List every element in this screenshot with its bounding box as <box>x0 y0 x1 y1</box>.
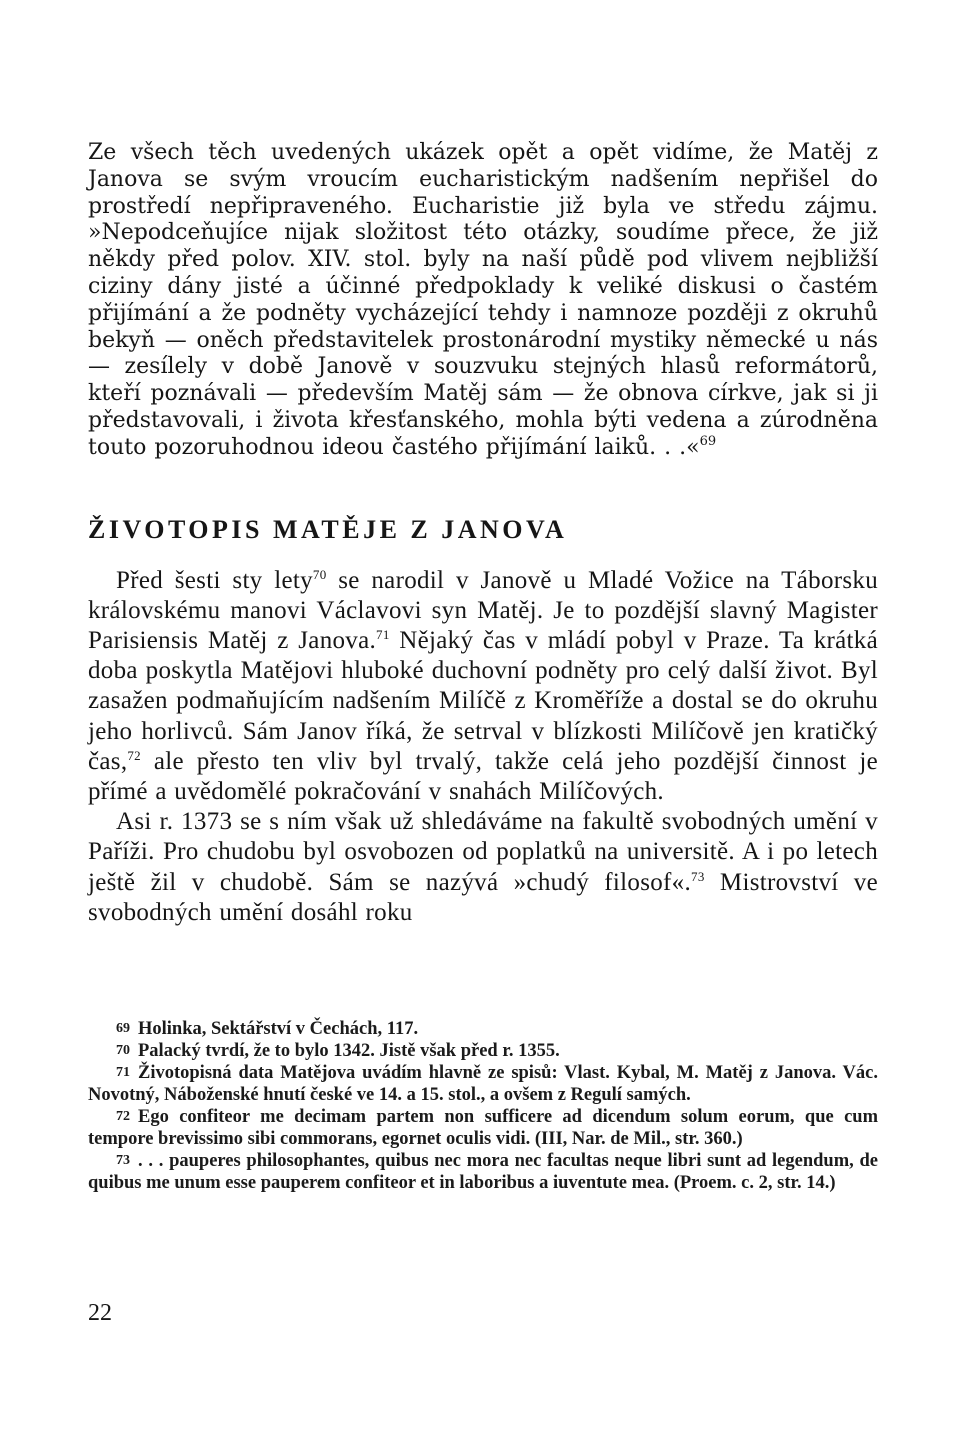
footnote-ref-72: 72 <box>127 747 141 763</box>
footnote-70 <box>88 1040 878 1062</box>
footnote-text: . . . pauperes philosophantes, quibus nec mora nec facultas neque libri sunt ad legendum, de quibus me unum esse pauperem confiteor et in laboribus a iuventute mea. (Proem. c. 2, str. 14.) <box>88 1151 878 1193</box>
footnote-72 <box>88 1106 878 1150</box>
footnote-ref-71: 71 <box>376 626 390 642</box>
footnote-text: Palacký tvrdí, že to bylo 1342. Jistě však před r. 1355. <box>138 1041 560 1061</box>
chapter-paragraph-1-part4: ale přesto ten vliv byl trvalý, takže celá jeho pozdější činnost je přímé a uvědomělé pokračování v snahách Milíčových. <box>88 747 878 805</box>
footnote-73 <box>88 1150 878 1194</box>
chapter-paragraph-1-part1: Před šesti sty lety <box>116 566 313 594</box>
footnote-ref-73: 73 <box>691 868 705 884</box>
chapter-heading: ŽIVOTOPIS MATĚJE Z JANOVA <box>88 514 568 544</box>
footnote-71 <box>88 1062 878 1106</box>
chapter-paragraph-2-part2: Mistrovství ve svobodných umění dosáhl roku <box>88 868 878 926</box>
chapter-paragraph-1-part3: Nějaký čas v mládí pobyl v Praze. Ta krátká doba poskytla Matějovi hluboké duchovní podněty pro celý další život. Byl zasažen podmaňujícím nadšením Milíčě z Kroměříže a dostal se do okruhu jeho horlivců. Sám Janov říká, že setrval v blízkosti Milíčově jen kratičký čas, <box>88 626 878 775</box>
footnote-number: 71 <box>116 1065 130 1080</box>
footnote-text: Životopisná data Matějova uvádím hlavně ze spisů: Vlast. Kybal, M. Matěj z Janova. Vác. Novotný, Náboženské hnutí české ve 14. a 15. stol., a ovšem z Regulí samých. <box>88 1063 878 1105</box>
intro-paragraph-text: Ze všech těch uvedených ukázek opět a opět vidíme, že Matěj z Janova se svým vroucím eucharistickým nadšením nepřišel do prostředí nepřipraveného. Eucharistie již byla ve středu zájmu. »Nepodceňujíce nijak složitost této otázky, soudíme přece, že již někdy před polov. XIV. stol. byly na naší půdě pod vlivem nejbližší ciziny dány jisté a účinné předpoklady k veliké diskusi o častém přijímání a že podněty vycházející tehdy i namnoze později z okruhů bekyň — oněch představitelek prostonárodní mystiky německé u nás — zesílely v době Janově v souzvuku stejných hlasů reformátorů, kteří poznávali — především Matěj sám — že obnova církve, jak si ji představovali, i života křesťanského, mohla býti vedena a zúrodněna touto pozoruhodnou ideou častého přijímání laiků. . .« <box>88 140 878 460</box>
footnote-number: 70 <box>116 1043 130 1058</box>
intro-paragraph <box>88 140 878 462</box>
footnotes-section <box>88 1018 878 1194</box>
footnote-number: 73 <box>116 1153 130 1168</box>
footnote-ref-70: 70 <box>312 566 327 582</box>
footnote-number: 69 <box>116 1021 130 1036</box>
footnote-text: Holinka, Sektářství v Čechách, 117. <box>138 1019 419 1039</box>
page-number: 22 <box>88 1300 112 1326</box>
main-text-column <box>88 140 878 928</box>
footnote-number: 72 <box>116 1109 130 1124</box>
footnote-69 <box>88 1018 878 1040</box>
chapter-paragraph-1 <box>88 566 878 808</box>
chapter-paragraph-2 <box>88 807 878 928</box>
footnote-ref-69: 69 <box>699 433 717 449</box>
chapter-paragraph-1-part2: se narodil v Janově u Mladé Vožice na Táborsku královskému manovi Václavovi syn Matěj. Je to pozdější slavný Magister Parisiensis Matěj z Janova. <box>88 566 878 654</box>
footnote-text: Ego confiteor me decimam partem non sufficere ad dicendum solum eorum, que cum tempore brevissimo sibi commorans, egornet oculis vidi. (III, Nar. de Mil., str. 360.) <box>88 1107 878 1149</box>
chapter-paragraph-2-part1: Asi r. 1373 se s ním však už shledáváme na fakultě svobodných umění v Paříži. Pro chudobu byl osvobozen od poplatků na universitě. A i po letech ještě žil v chudobě. Sám se nazývá »chudý filosof«. <box>88 808 878 896</box>
